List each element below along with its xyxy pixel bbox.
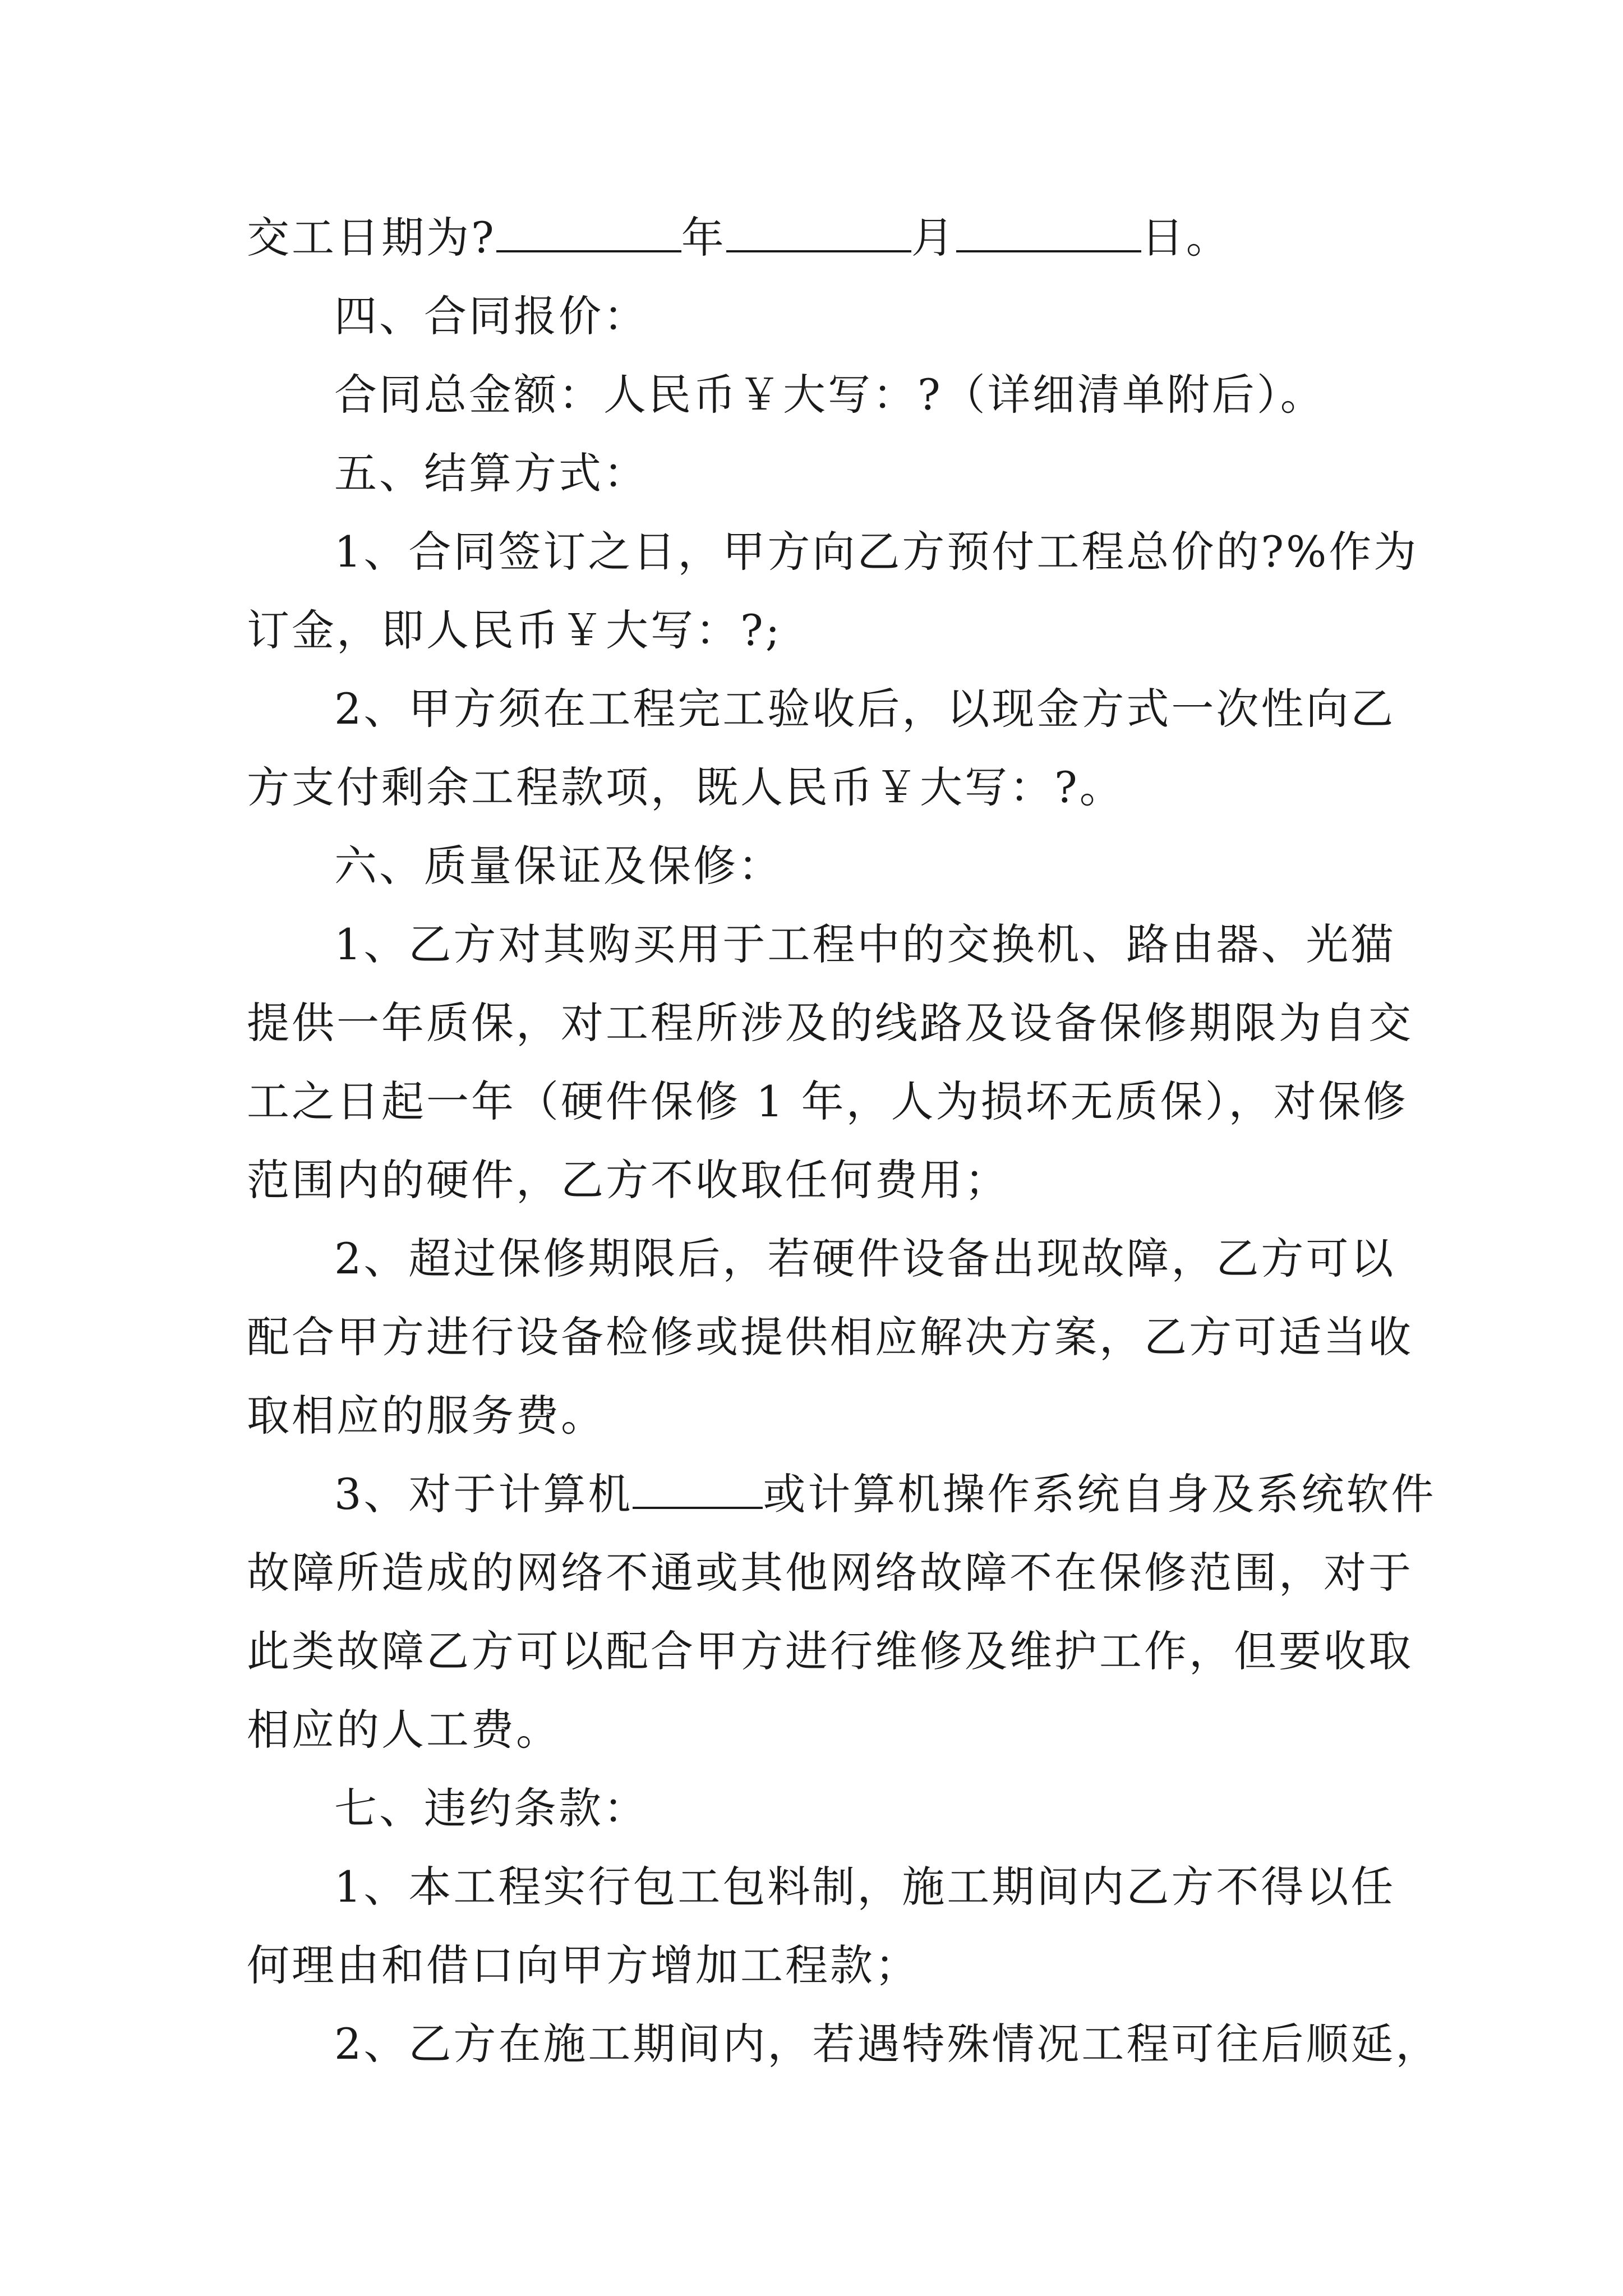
- warranty-clause-1-line-1: 1、乙方对其购买用于工程中的交换机、路由器、光猫: [334, 919, 1396, 969]
- computer-clause-suffix: 或计算机操作系统自身及系统软件: [763, 1469, 1436, 1519]
- breach-clause-1-line-2: 何理由和借口向甲方增加工程款；: [247, 1940, 920, 1990]
- warranty-clause-1-line-2: 提供一年质保，对工程所涉及的线路及设备保修期限为自交: [247, 998, 1413, 1048]
- delivery-date-prefix: 交工日期为?: [247, 213, 496, 263]
- warranty-clause-3-line-4: 相应的人工费。: [247, 1705, 561, 1755]
- warranty-clause-1-line-3: 工之日起一年（硬件保修 1 年，人为损坏无质保），对保修: [247, 1076, 1408, 1126]
- section-heading-contract-price: 四、合同报价：: [334, 291, 648, 341]
- year-label: 年: [681, 213, 726, 263]
- section-heading-breach: 七、违约条款：: [334, 1783, 648, 1833]
- settlement-clause-2-line-2: 方支付剩余工程款项，既人民币￥大写：?。: [247, 762, 1124, 812]
- computer-blank: [633, 1467, 763, 1509]
- warranty-clause-2-line-1: 2、超过保修期限后，若硬件设备出现故障，乙方可以: [334, 1234, 1396, 1283]
- warranty-clause-2-line-3: 取相应的服务费。: [247, 1391, 606, 1441]
- month-label: 月: [911, 213, 956, 263]
- contract-total-amount: 合同总金额：人民币￥大写：?（详细清单附后）。: [334, 370, 1325, 420]
- breach-clause-2-line-1: 2、乙方在施工期间内，若遇特殊情况工程可往后顺延，: [334, 2019, 1441, 2069]
- settlement-clause-1-line-2: 订金，即人民币￥大写：?;: [247, 605, 782, 655]
- year-blank: [496, 211, 681, 252]
- settlement-clause-1-line-1: 1、合同签订之日，甲方向乙方预付工程总价的?%作为: [334, 527, 1419, 577]
- section-heading-settlement: 五、结算方式：: [334, 448, 648, 498]
- warranty-clause-3-line-2: 故障所造成的网络不通或其他网络故障不在保修范围，对于: [247, 1548, 1413, 1598]
- day-blank: [956, 211, 1141, 252]
- day-label: 日。: [1141, 213, 1231, 263]
- section-heading-warranty: 六、质量保证及保修：: [334, 841, 783, 891]
- delivery-date-line: [247, 210, 1231, 266]
- warranty-clause-2-line-2: 配合甲方进行设备检修或提供相应解决方案，乙方可适当收: [247, 1312, 1413, 1362]
- warranty-clause-3-line-3: 此类故障乙方可以配合甲方进行维修及维护工作，但要收取: [247, 1626, 1413, 1676]
- computer-clause-prefix: 3、对于计算机: [334, 1469, 633, 1519]
- settlement-clause-2-line-1: 2、甲方须在工程完工验收后，以现金方式一次性向乙: [334, 684, 1396, 734]
- breach-clause-1-line-1: 1、本工程实行包工包料制，施工期间内乙方不得以任: [334, 1862, 1396, 1912]
- warranty-clause-1-line-4: 范围内的硬件，乙方不收取任何费用；: [247, 1155, 1009, 1205]
- month-blank: [726, 211, 911, 252]
- warranty-clause-3-line-1: [334, 1466, 1436, 1522]
